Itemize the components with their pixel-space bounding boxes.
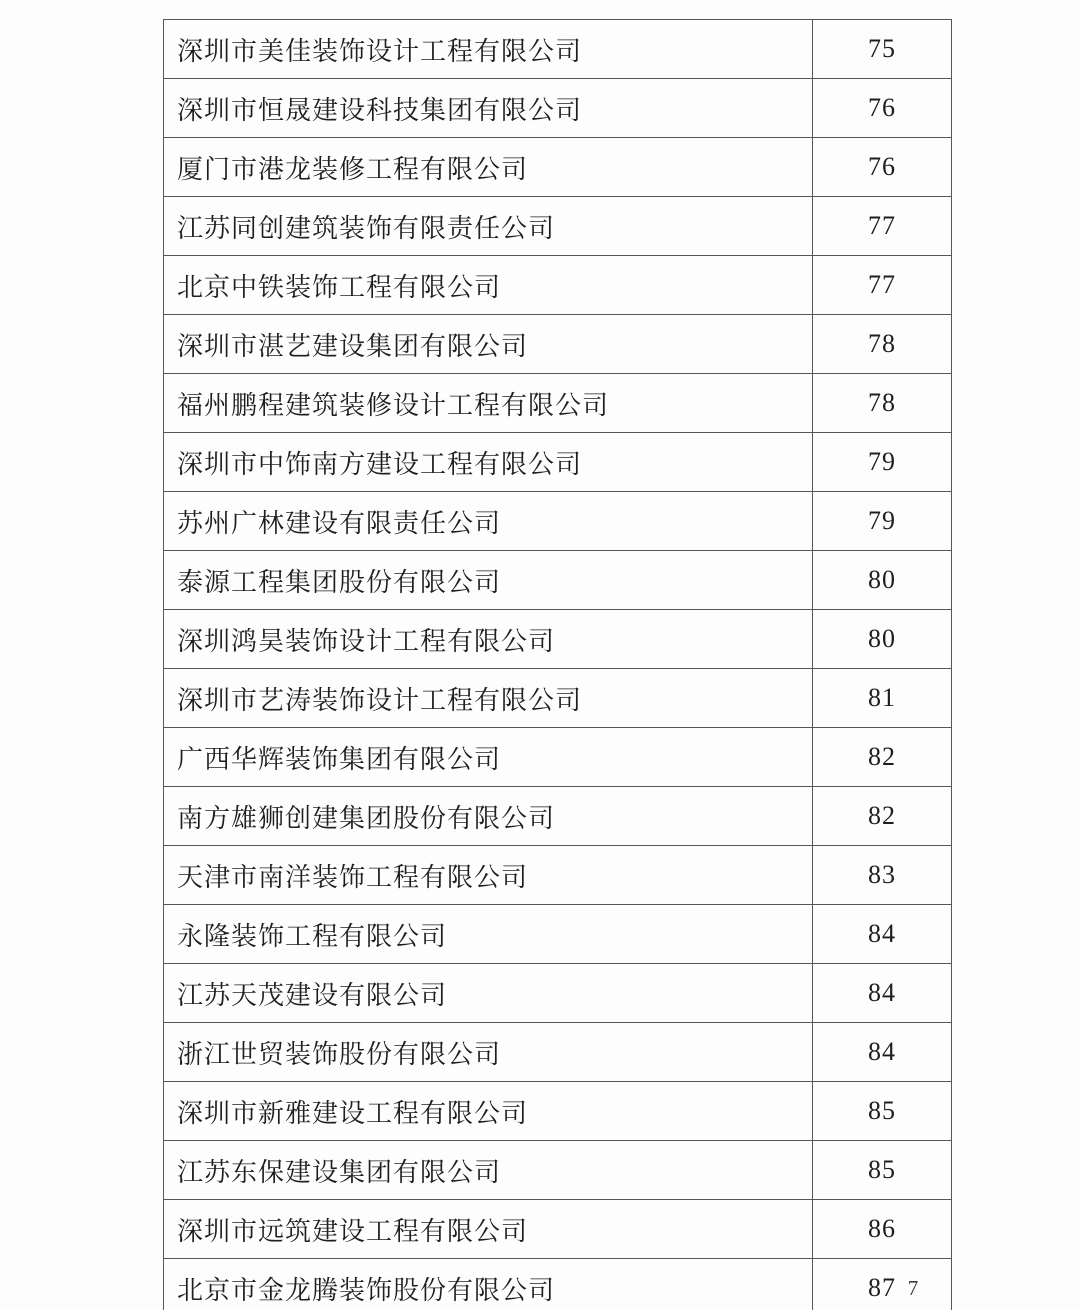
score-cell: 86 (813, 1200, 952, 1259)
company-name-cell: 南方雄狮创建集团股份有限公司 (164, 787, 813, 846)
table-row (164, 374, 952, 433)
table-row (164, 905, 952, 964)
table-row (164, 1141, 952, 1200)
score-cell: 79 (813, 433, 952, 492)
score-cell: 81 (813, 669, 952, 728)
score-cell: 82 (813, 787, 952, 846)
score-cell: 84 (813, 905, 952, 964)
page-number: 7 (907, 1276, 919, 1300)
table-row (164, 728, 952, 787)
table-row (164, 1259, 952, 1310)
company-name-cell: 厦门市港龙装修工程有限公司 (164, 138, 813, 197)
table-row (164, 20, 952, 79)
score-cell: 77 (813, 256, 952, 315)
company-name-cell: 深圳市新雅建设工程有限公司 (164, 1082, 813, 1141)
company-name-cell: 深圳市艺涛装饰设计工程有限公司 (164, 669, 813, 728)
table-row (164, 79, 952, 138)
table-row (164, 256, 952, 315)
score-cell: 87 (813, 1259, 952, 1310)
table-row (164, 964, 952, 1023)
score-cell: 76 (813, 138, 952, 197)
table-row (164, 669, 952, 728)
table-row (164, 433, 952, 492)
table-body (164, 20, 952, 1310)
company-name-cell: 深圳市远筑建设工程有限公司 (164, 1200, 813, 1259)
company-name-cell: 北京市金龙腾装饰股份有限公司 (164, 1259, 813, 1310)
company-name-cell: 北京中铁装饰工程有限公司 (164, 256, 813, 315)
company-name-cell: 江苏天茂建设有限公司 (164, 964, 813, 1023)
score-cell: 82 (813, 728, 952, 787)
score-cell: 78 (813, 315, 952, 374)
table-row (164, 1082, 952, 1141)
table-row (164, 846, 952, 905)
company-score-table (163, 19, 952, 1310)
score-cell: 78 (813, 374, 952, 433)
score-cell: 80 (813, 551, 952, 610)
company-name-cell: 江苏东保建设集团有限公司 (164, 1141, 813, 1200)
company-name-cell: 深圳市湛艺建设集团有限公司 (164, 315, 813, 374)
score-cell: 77 (813, 197, 952, 256)
company-name-cell: 泰源工程集团股份有限公司 (164, 551, 813, 610)
score-cell: 84 (813, 964, 952, 1023)
table-row (164, 138, 952, 197)
company-name-cell: 永隆装饰工程有限公司 (164, 905, 813, 964)
score-cell: 79 (813, 492, 952, 551)
table-row (164, 787, 952, 846)
score-cell: 85 (813, 1141, 952, 1200)
company-name-cell: 苏州广林建设有限责任公司 (164, 492, 813, 551)
table-row (164, 1200, 952, 1259)
table-row (164, 1023, 952, 1082)
table-row (164, 610, 952, 669)
score-cell: 80 (813, 610, 952, 669)
company-name-cell: 深圳市中饰南方建设工程有限公司 (164, 433, 813, 492)
company-name-cell: 江苏同创建筑装饰有限责任公司 (164, 197, 813, 256)
score-cell: 75 (813, 20, 952, 79)
company-name-cell: 深圳市恒晟建设科技集团有限公司 (164, 79, 813, 138)
table-row (164, 315, 952, 374)
company-name-cell: 广西华辉装饰集团有限公司 (164, 728, 813, 787)
score-cell: 83 (813, 846, 952, 905)
table-row (164, 551, 952, 610)
company-name-cell: 福州鹏程建筑装修设计工程有限公司 (164, 374, 813, 433)
table-row (164, 197, 952, 256)
score-cell: 85 (813, 1082, 952, 1141)
score-cell: 76 (813, 79, 952, 138)
score-cell: 84 (813, 1023, 952, 1082)
company-name-cell: 深圳鸿昊装饰设计工程有限公司 (164, 610, 813, 669)
company-name-cell: 浙江世贸装饰股份有限公司 (164, 1023, 813, 1082)
company-name-cell: 深圳市美佳装饰设计工程有限公司 (164, 20, 813, 79)
company-name-cell: 天津市南洋装饰工程有限公司 (164, 846, 813, 905)
table-row (164, 492, 952, 551)
